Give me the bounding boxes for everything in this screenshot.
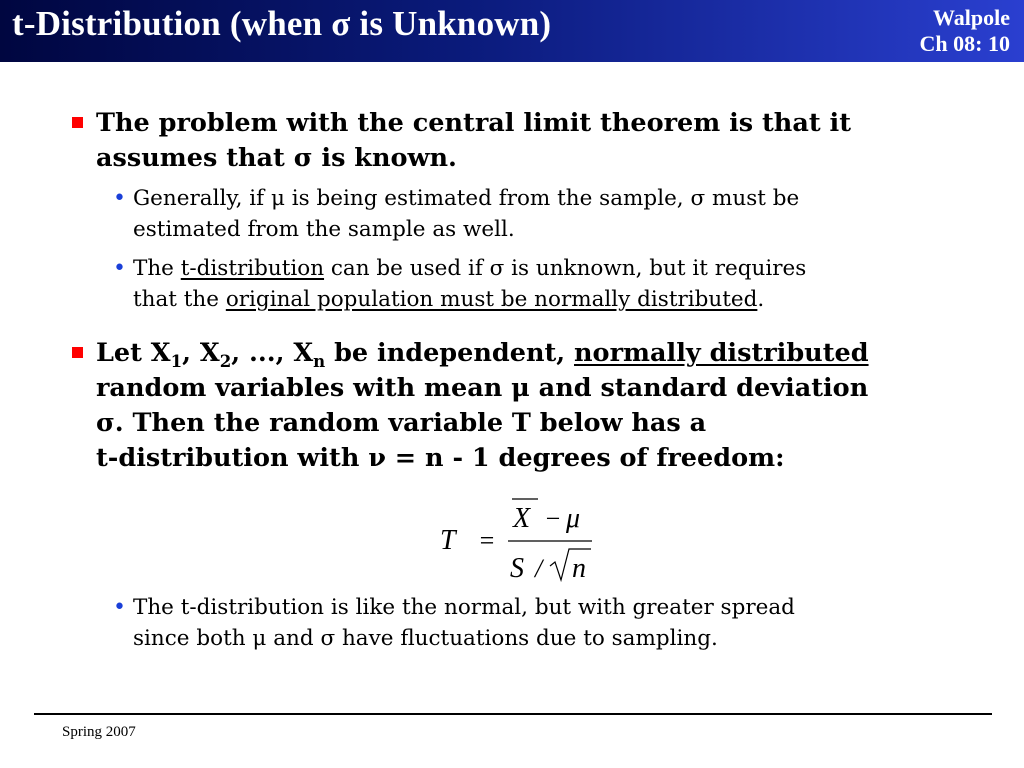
formula-slash: /: [535, 554, 543, 583]
formula-lhs: T: [440, 525, 456, 556]
chapter-page-label: Ch 08: 10: [919, 31, 1010, 56]
formula-mu: μ: [566, 503, 581, 534]
slide-title: t-Distribution (when σ is Unknown): [12, 4, 552, 43]
square-bullet-icon: [72, 347, 83, 358]
dot-bullet-icon: •: [113, 256, 126, 281]
t-distribution-term: t-distribution: [180, 256, 325, 281]
footer-divider: [34, 713, 992, 715]
formula-equals: =: [478, 526, 496, 555]
author-label: Walpole: [932, 5, 1010, 30]
subbullet-greater-spread: • The t-distribution is like the normal, but with greater spread since both μ and σ have fluctuations due to sampling.: [133, 592, 993, 654]
formula-n: n: [572, 553, 586, 584]
square-bullet-icon: [72, 117, 83, 128]
subbullet-estimate-sigma: • Generally, if μ is being estimated from the sample, σ must be estimated from the sample as well.: [133, 183, 993, 245]
subbullet-t-distribution: • The t-distribution can be used if σ is unknown, but it requires that the original population must be normally distributed.: [133, 253, 993, 315]
bullet-clt-problem: The problem with the central limit theorem is that it assumes that σ is known.: [96, 106, 966, 176]
formula-s: S: [510, 553, 524, 584]
footer-date: Spring 2007: [62, 724, 136, 740]
normal-population-term: original population must be normally distributed: [225, 287, 758, 312]
formula-xbar: X: [513, 503, 531, 534]
normally-distributed-term: normally distributed: [574, 338, 869, 368]
t-statistic-formula: [440, 494, 610, 584]
bullet-random-variables: Let $X_1$, $X_2$, ..., $X_n$ be independent, normally distributed random variables with mean μ and standard deviation σ. Then the random variable T below has a t-distribution with ν = n - 1 degrees of freedom:: [96, 336, 966, 476]
formula-graphic: [440, 494, 610, 584]
dot-bullet-icon: •: [113, 186, 126, 211]
dot-bullet-icon: •: [113, 595, 126, 620]
formula-minus: −: [544, 504, 562, 533]
